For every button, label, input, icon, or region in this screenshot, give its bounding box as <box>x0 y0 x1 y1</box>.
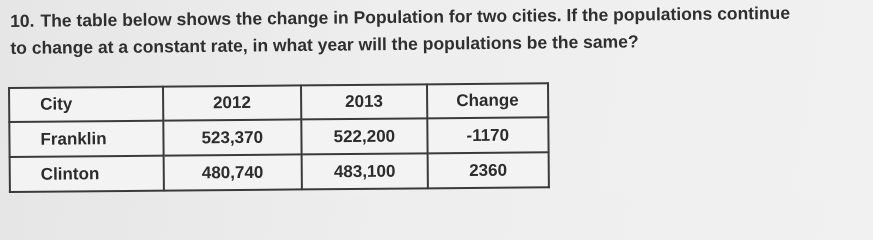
header-2012: 2012 <box>163 85 302 120</box>
cell-2012: 523,370 <box>163 119 302 155</box>
question-line-1-text: The table below shows the change in Population for two cities. If the populations continue <box>40 2 791 31</box>
cell-2012: 480,740 <box>163 154 302 190</box>
question-number: 10. <box>10 10 35 31</box>
cell-city: Franklin <box>9 121 163 157</box>
population-table <box>8 82 550 193</box>
cell-change: 2360 <box>427 152 549 188</box>
header-change: Change <box>427 83 549 118</box>
header-2013: 2013 <box>301 84 427 119</box>
cell-2013: 522,200 <box>301 118 427 154</box>
header-city: City <box>9 87 163 122</box>
question-line-2: to change at a constant rate, in what year will the populations be the same? <box>10 31 639 58</box>
cell-change: -1170 <box>427 117 549 153</box>
table-row <box>10 152 549 192</box>
cell-city: Clinton <box>10 156 164 192</box>
cell-2013: 483,100 <box>302 153 428 189</box>
question-text <box>10 0 871 62</box>
table-header-row <box>9 83 548 122</box>
table-row <box>9 117 548 157</box>
